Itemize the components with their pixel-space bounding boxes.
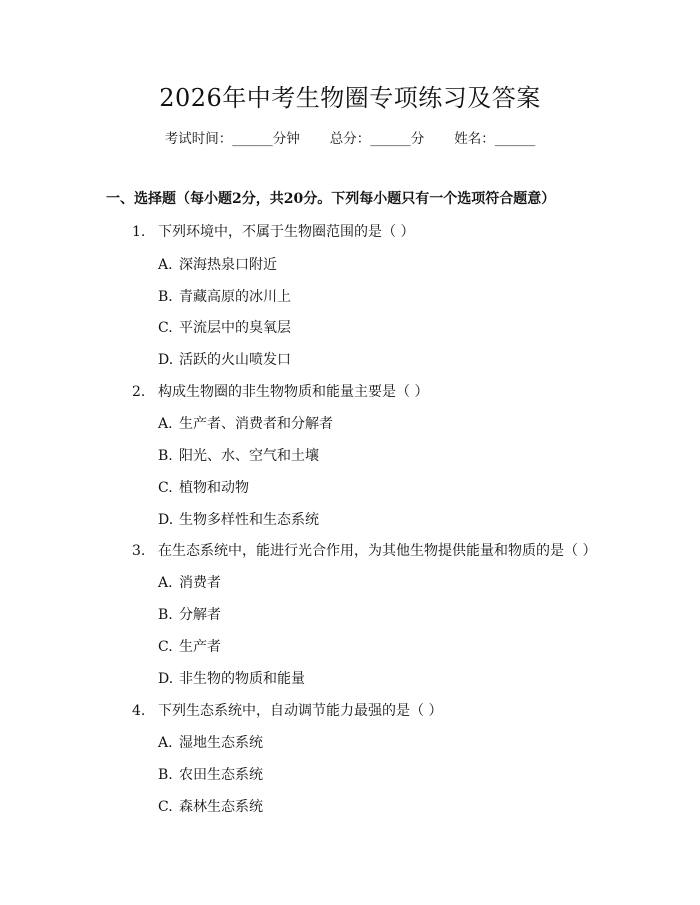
question-number: 2. xyxy=(132,384,146,400)
option-text: 平流层中的臭氧层 xyxy=(179,320,291,336)
question-4-option-b xyxy=(158,762,263,788)
option-letter: B. xyxy=(158,607,173,623)
question-3-option-a xyxy=(158,570,221,596)
question-1-option-b xyxy=(158,284,291,310)
option-letter: A. xyxy=(158,416,173,432)
question-3-option-b xyxy=(158,602,221,628)
option-letter: D. xyxy=(158,352,174,368)
question-1 xyxy=(132,219,414,245)
question-text: 下列生态系统中，自动调节能力最强的是（ ） xyxy=(158,703,443,719)
exam-time-field: 考试时间：______分钟 xyxy=(164,131,300,147)
question-number: 1. xyxy=(132,224,146,240)
option-letter: B. xyxy=(158,767,173,783)
question-3 xyxy=(132,538,596,564)
question-text: 在生态系统中，能进行光合作用，为其他生物提供能量和物质的是（ ） xyxy=(158,543,597,559)
question-text: 构成生物圈的非生物物质和能量主要是（ ） xyxy=(158,384,429,400)
option-text: 植物和动物 xyxy=(179,480,249,496)
option-letter: C. xyxy=(158,639,173,655)
option-letter: A. xyxy=(158,575,173,591)
option-letter: C. xyxy=(158,320,173,336)
question-text: 下列环境中，不属于生物圈范围的是（ ） xyxy=(158,224,415,240)
option-letter: B. xyxy=(158,289,173,305)
option-text: 湿地生态系统 xyxy=(179,735,263,751)
option-text: 阳光、水、空气和土壤 xyxy=(179,448,319,464)
question-2-option-b xyxy=(158,443,319,469)
question-1-option-a xyxy=(158,252,277,278)
total-score-field: 总分：______分 xyxy=(329,131,425,147)
exam-meta-line xyxy=(0,127,700,151)
option-letter: A. xyxy=(158,257,173,273)
option-text: 消费者 xyxy=(179,575,221,591)
question-4-option-c xyxy=(158,794,263,820)
question-3-option-c xyxy=(158,634,221,660)
option-letter: D. xyxy=(158,512,174,528)
question-2-option-c xyxy=(158,475,249,501)
option-text: 森林生态系统 xyxy=(179,799,263,815)
question-number: 4. xyxy=(132,703,146,719)
question-3-option-d xyxy=(158,666,305,692)
option-letter: C. xyxy=(158,799,173,815)
question-4 xyxy=(132,698,442,724)
option-text: 生物多样性和生态系统 xyxy=(179,512,319,528)
option-letter: B. xyxy=(158,448,173,464)
question-2 xyxy=(132,379,428,405)
question-2-option-a xyxy=(158,411,333,437)
question-4-option-a xyxy=(158,730,263,756)
option-text: 农田生态系统 xyxy=(179,767,263,783)
option-text: 生产者 xyxy=(179,639,221,655)
question-1-option-d xyxy=(158,347,291,373)
question-1-option-c xyxy=(158,315,291,341)
option-text: 生产者、消费者和分解者 xyxy=(179,416,333,432)
section-heading: 一、选择题（每小题2分，共20分。下列每小题只有一个选项符合题意） xyxy=(106,191,556,207)
option-text: 分解者 xyxy=(179,607,221,623)
option-text: 青藏高原的冰川上 xyxy=(179,289,291,305)
option-letter: D. xyxy=(158,671,174,687)
option-text: 深海热泉口附近 xyxy=(179,257,277,273)
student-name-field: 姓名：______ xyxy=(454,131,536,147)
option-letter: C. xyxy=(158,480,173,496)
option-text: 非生物的物质和能量 xyxy=(179,671,305,687)
page-title: 2026年中考生物圈专项练习及答案 xyxy=(159,84,541,112)
question-2-option-d xyxy=(158,507,319,533)
option-letter: A. xyxy=(158,735,173,751)
question-number: 3. xyxy=(132,543,146,559)
option-text: 活跃的火山喷发口 xyxy=(179,352,291,368)
